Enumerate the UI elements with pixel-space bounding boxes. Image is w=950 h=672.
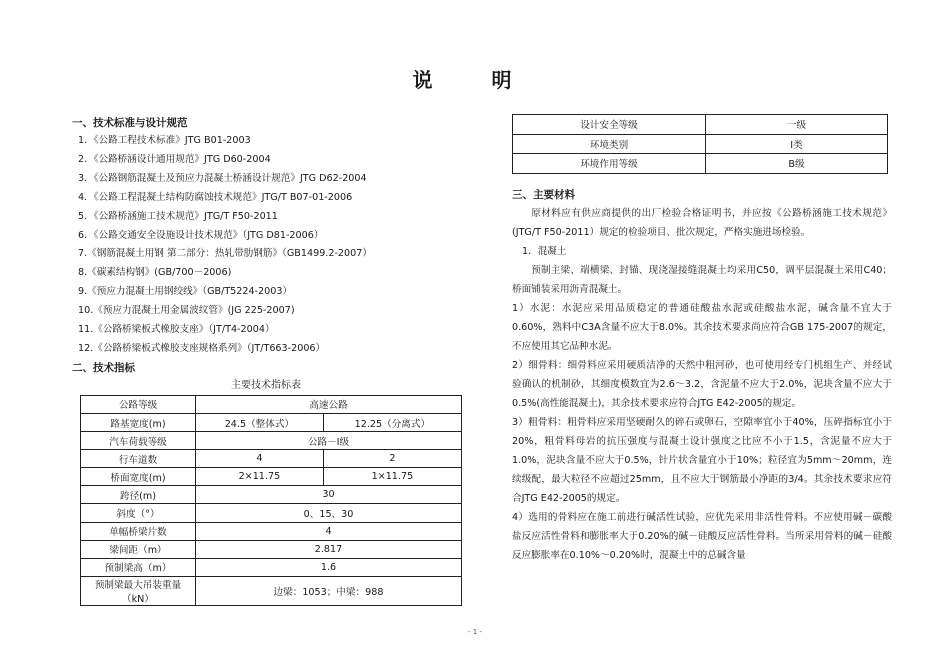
row-label: 预制梁高（m）	[81, 558, 196, 576]
table-cell: Ⅰ类	[706, 134, 888, 154]
table-row	[81, 576, 462, 605]
paragraph: 4）选用的骨料应在施工前进行碱活性试验，应优先采用非活性骨料。不应使用碱－碳酸盐反应活性骨料和膨胀率大于0.20%的碱－硅酸反应活性骨料。当所采用骨料的碱－硅酸反应膨胀率在0.10%～0.20%时，混凝土中的总碱含量	[512, 511, 892, 561]
row-label: 路基宽度(m)	[81, 413, 196, 431]
section-3-heading: 三、主要材料	[512, 188, 575, 201]
environment-table	[512, 114, 888, 174]
table-cell: 2×11.75	[196, 468, 324, 486]
table-row	[81, 540, 462, 558]
table-cell: 30	[196, 486, 462, 504]
table-row	[513, 115, 888, 135]
page-number: - 1 -	[468, 628, 482, 636]
table-cell: 1×11.75	[323, 468, 461, 486]
table-cell: B级	[706, 154, 888, 174]
table-row	[81, 432, 462, 450]
table-cell: 4	[196, 522, 462, 540]
list-item: 5．《公路桥涵施工技术规范》JTG/T F50-2011	[78, 210, 278, 222]
tech-indicators-table	[80, 395, 462, 606]
table-row	[81, 450, 462, 468]
table-row	[81, 413, 462, 431]
table-row	[513, 134, 888, 154]
table-cell: 高速公路	[196, 395, 462, 413]
table-cell: 0、15、30	[196, 504, 462, 522]
table-cell: 24.5（整体式）	[196, 413, 324, 431]
left-column	[72, 114, 460, 606]
list-item: 6．《公路交通安全设施设计技术规范》（JTG D81-2006）	[78, 229, 324, 241]
right-column	[512, 114, 892, 565]
paragraph: 1）水泥：水泥应采用品质稳定的普通硅酸盐水泥或硅酸盐水泥，碱含量不宜大于0.60%，熟料中C3A含量不应大于8.0%。其余技术要求尚应符合GB 175-2007的规定，不应使用其它品种水泥。	[512, 302, 892, 352]
list-item: 9.《预应力混凝土用钢绞线》（GB/T5224-2003）	[78, 286, 293, 298]
concrete-subheading: 1．混凝土	[522, 245, 567, 257]
table-row	[81, 558, 462, 576]
list-item: 3．《公路钢筋混凝土及预应力混凝土桥涵设计规范》JTG D62-2004	[78, 172, 367, 184]
list-item: 11.《公路桥梁板式橡胶支座》（JT/T4-2004）	[78, 324, 275, 336]
list-item: 2．《公路桥涵设计通用规范》JTG D60-2004	[78, 153, 271, 165]
row-label: 斜度（°）	[81, 504, 196, 522]
list-item: 12.《公路桥梁板式橡胶支座规格系列》（JT/T663-2006）	[78, 342, 326, 354]
list-item: 7.《钢筋混凝土用钢 第二部分：热轧带肋钢筋》（GB1499.2-2007）	[78, 248, 372, 260]
paragraph: 预制主梁、端横梁、封锚、现浇湿接缝混凝土均采用C50，调平层混凝土采用C40；桥面铺装采用沥青混凝土。	[512, 264, 892, 295]
table-row	[81, 468, 462, 486]
row-label: 桥面宽度(m)	[81, 468, 196, 486]
row-label: 汽车荷载等级	[81, 432, 196, 450]
table-cell: 2.817	[196, 540, 462, 558]
table-row	[513, 154, 888, 174]
row-label: 环境类别	[513, 134, 706, 154]
table-cell: 边梁：1053；中梁：988	[196, 576, 462, 605]
paragraph: 3）粗骨料：粗骨料应采用坚硬耐久的碎石或卵石，空隙率宜小于40%，压碎指标宜小于20%，粗骨料母岩的抗压强度与混凝土设计强度之比应不小于1.5，含泥量不应大于1.0%，泥块含量不应大于0.5%，针片状含量宜小于10%；粒径宜为5mm～20mm，连续级配，最大粒径不应超过25mm，且不应大于钢筋最小净距的3/4。其余技术要求应符合JTG E42-2005的规定。	[512, 416, 892, 504]
section-2-heading: 二、技术指标	[72, 361, 135, 374]
standards-list	[72, 132, 460, 359]
materials-intro: 原材料应有供应商提供的出厂检验合格证明书，并应按《公路桥涵施工技术规范》(JTG/T F50-2011）规定的检验项目、批次规定，严格实施进场检验。	[512, 207, 892, 238]
page-title: 说 明	[412, 68, 538, 92]
table-cell: 4	[196, 450, 324, 468]
row-label: 跨径(m)	[81, 486, 196, 504]
list-item: 1．《公路工程技术标准》JTG B01-2003	[78, 135, 251, 146]
table-cell: 公路－Ⅰ级	[196, 432, 462, 450]
row-label: 设计安全等级	[513, 115, 706, 135]
table-cell: 一级	[706, 115, 888, 135]
paragraph: 2）细骨料：细骨料应采用硬质洁净的天然中粗河砂，也可使用经专门机组生产、并经试验确认的机制砂，其细度模数宜为2.6～3.2，含泥量不应大于2.0%，泥块含量不应大于0.5%(高性能混凝土)，其余技术要求应符合JTG E42-2005的规定。	[512, 359, 892, 409]
list-item: 4．《公路工程混凝土结构防腐蚀技术规范》JTG/T B07-01-2006	[78, 191, 353, 203]
row-label: 行车道数	[81, 450, 196, 468]
row-label: 预制梁最大吊装重量（kN）	[81, 576, 196, 605]
list-item: 10.《预应力混凝土用金属波纹管》(JG 225-2007)	[78, 305, 295, 317]
row-label: 梁间距（m）	[81, 540, 196, 558]
table-row	[81, 522, 462, 540]
section-1-heading: 一、技术标准与设计规范	[72, 117, 188, 129]
table-caption: 主要技术指标表	[231, 379, 301, 391]
table-row	[81, 486, 462, 504]
table-cell: 12.25（分离式）	[323, 413, 461, 431]
row-label: 公路等级	[81, 395, 196, 413]
row-label: 单幅桥梁片数	[81, 522, 196, 540]
list-item: 8.《碳素结构钢》(GB/700－2006)	[78, 267, 232, 279]
table-cell: 2	[323, 450, 461, 468]
table-row	[81, 395, 462, 413]
table-row	[81, 504, 462, 522]
table-cell: 1.6	[196, 558, 462, 576]
row-label: 环境作用等级	[513, 154, 706, 174]
